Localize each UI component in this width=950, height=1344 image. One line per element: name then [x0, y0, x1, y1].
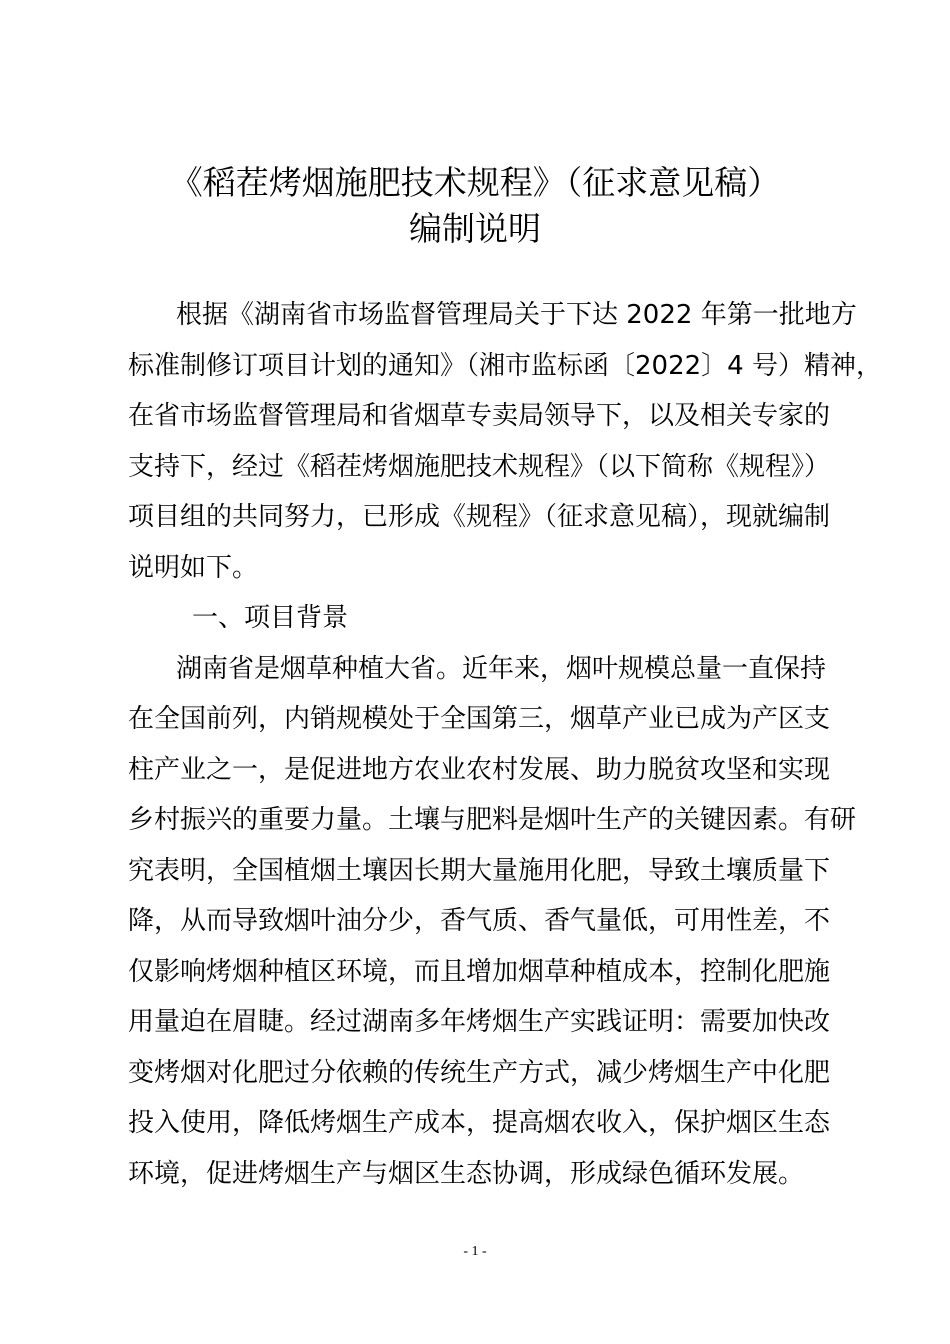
paragraph1-line: 在省市场监督管理局和省烟草专卖局领导下，以及相关专家的	[128, 401, 831, 431]
paragraph1-line: 项目组的共同努力，已形成《规程》（征求意见稿），现就编制	[128, 502, 831, 532]
paragraph1-line: 根据《湖南省市场监督管理局关于下达 2022 年第一批地方	[176, 300, 857, 330]
paragraph2-line: 投入使用，降低烤烟生产成本，提高烟农收入，保护烟区生态	[128, 1108, 831, 1138]
paragraph2-line: 乡村振兴的重要力量。土壤与肥料是烟叶生产的关键因素。有研	[128, 805, 857, 835]
paragraph2-line: 环境，促进烤烟生产与烟区生态协调，形成绿色循环发展。	[128, 1158, 805, 1189]
document-title-line2: 编制说明	[409, 209, 541, 248]
paragraph2-line: 湖南省是烟草种植大省。近年来，烟叶规模总量一直保持	[176, 653, 827, 684]
paragraph2-line: 用量迫在眉睫。经过湖南多年烤烟生产实践证明：需要加快改	[128, 1007, 831, 1037]
paragraph2-line: 柱产业之一，是促进地方农业农村发展、助力脱贫攻坚和实现	[128, 754, 831, 785]
paragraph2-line: 究表明，全国植烟土壤因长期大量施用化肥，导致土壤质量下	[128, 855, 831, 886]
paragraph2-line: 降，从而导致烟叶油分少，香气质、香气量低，可用性差，不	[128, 906, 831, 936]
paragraph1-line: 说明如下。	[128, 552, 259, 583]
document-body	[128, 290, 882, 1199]
paragraph2-line: 变烤烟对化肥过分依赖的传统生产方式，减少烤烟生产中化肥	[128, 1057, 831, 1088]
paragraph2-line: 在全国前列，内销规模处于全国第三，烟草产业已成为产区支	[128, 704, 831, 734]
paragraph1-line: 支持下，经过《稻茬烤烟施肥技术规程》（以下简称《规程》）	[128, 451, 831, 482]
paragraph2-line: 仅影响烤烟种植区环境，而且增加烟草种植成本，控制化肥施	[128, 956, 831, 987]
document-title-line1: 《稻茬烤烟施肥技术规程》（征求意见稿）	[169, 163, 781, 202]
page-number: - 1 -	[463, 1244, 487, 1259]
paragraph1-line: 标准制修订项目计划的通知》（湘市监标函〔2022〕4 号）精神，	[128, 350, 882, 381]
section-heading: 一、项目背景	[192, 603, 349, 633]
